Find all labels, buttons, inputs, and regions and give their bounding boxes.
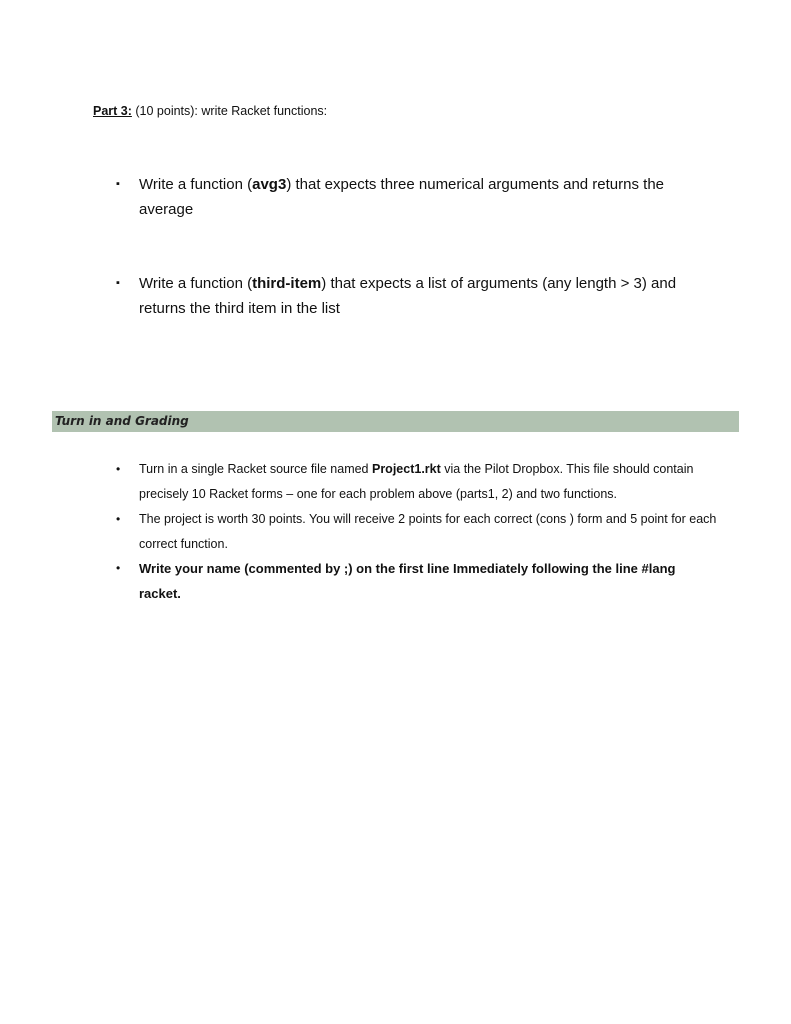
- section-title: Turn in and Grading: [55, 414, 189, 428]
- round-bullet-icon: •: [116, 512, 121, 526]
- grading-text: The project is worth 30 points. You will receive 2 points for each correct (cons ) form and 5 point for each correct function.: [139, 512, 717, 551]
- grading-text: Write your name (commented by ;) on the first line Immediately following the line #lang racket.: [139, 561, 676, 601]
- part3-label: Part 3:: [93, 104, 132, 118]
- function-name: third-item: [252, 275, 322, 292]
- task-text-before: Write a function (: [139, 176, 253, 193]
- part3-description: (10 points): write Racket functions:: [131, 104, 328, 118]
- square-bullet-icon: ▪: [116, 178, 120, 190]
- task-text: [139, 172, 719, 222]
- file-name: Project1.rkt: [371, 462, 441, 476]
- grading-text-after: via the Pilot Dropbox. This file should contain precisely 10 Racket forms – one for each problem above (parts1, 2) and two functions.: [139, 462, 694, 501]
- task-text-after: ) that expects a list of arguments (any length > 3) and returns the third item in the list: [139, 275, 677, 317]
- grading-text-before: Turn in a single Racket source file named: [139, 462, 372, 476]
- task-text: [139, 271, 719, 321]
- task-text-after: ) that expects three numerical arguments and returns the average: [139, 176, 665, 218]
- round-bullet-icon: •: [116, 561, 121, 575]
- square-bullet-icon: ▪: [116, 277, 120, 289]
- section-header-bar: [52, 411, 739, 432]
- function-name: avg3: [252, 176, 287, 193]
- round-bullet-icon: •: [116, 462, 121, 476]
- task-text-before: Write a function (: [139, 275, 253, 292]
- grading-text: [139, 457, 719, 507]
- part3-heading: [93, 103, 327, 119]
